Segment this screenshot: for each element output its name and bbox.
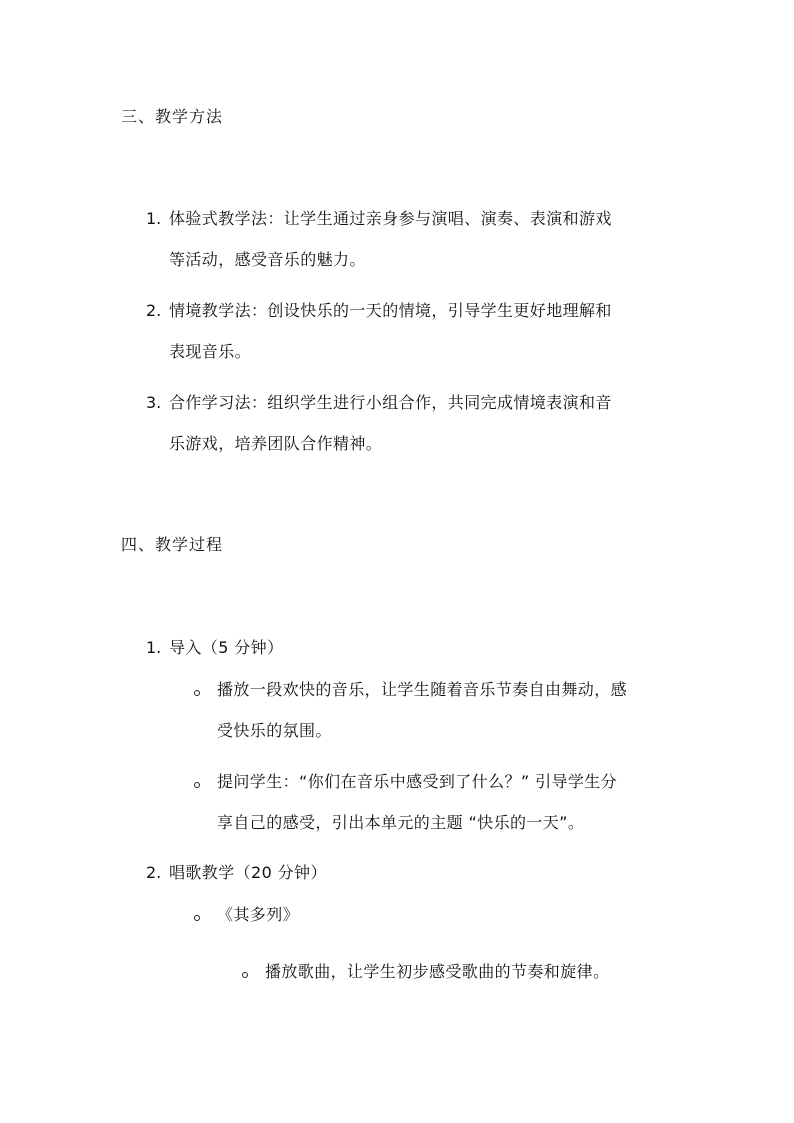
list-item-text: 合作学习法：组织学生进行小组合作，共同完成情境表演和音 [169, 393, 612, 412]
list-item-text: 情境教学法：创设快乐的一天的情境，引导学生更好地理解和 [169, 301, 612, 320]
bullet-text: 播放一段欢快的音乐，让学生随着音乐节奏自由舞动，感 [217, 680, 628, 699]
bullet-icon [194, 690, 200, 696]
list-item-text: 等活动，感受音乐的魅力。 [169, 250, 366, 269]
section-heading-teaching-process: 四、教学过程 [121, 535, 224, 554]
list-number: 3. [146, 393, 162, 412]
bullet-text: 受快乐的氛围。 [217, 721, 332, 740]
bullet-icon [242, 972, 248, 978]
section-heading-teaching-methods: 三、教学方法 [121, 107, 224, 126]
bullet-icon [194, 915, 200, 921]
step-label: 导入（5 分钟） [169, 638, 284, 657]
bullet-icon [194, 782, 200, 788]
song-title: 《其多列》 [217, 905, 300, 924]
step-label: 唱歌教学（20 分钟） [169, 863, 327, 882]
bullet-text: 享自己的感受，引出本单元的主题 “快乐的一天”。 [217, 813, 585, 832]
list-item-text: 表现音乐。 [169, 342, 252, 361]
list-item-text: 乐游戏，培养团队合作精神。 [169, 434, 383, 453]
list-number: 2. [146, 863, 162, 882]
list-number: 1. [146, 209, 162, 228]
list-number: 1. [146, 638, 162, 657]
bullet-text: 播放歌曲，让学生初步感受歌曲的节奏和旋律。 [265, 962, 610, 981]
list-number: 2. [146, 301, 162, 320]
list-item-text: 体验式教学法：让学生通过亲身参与演唱、演奏、表演和游戏 [169, 209, 612, 228]
bullet-text: 提问学生：“你们在音乐中感受到了什么？” 引导学生分 [217, 772, 618, 791]
